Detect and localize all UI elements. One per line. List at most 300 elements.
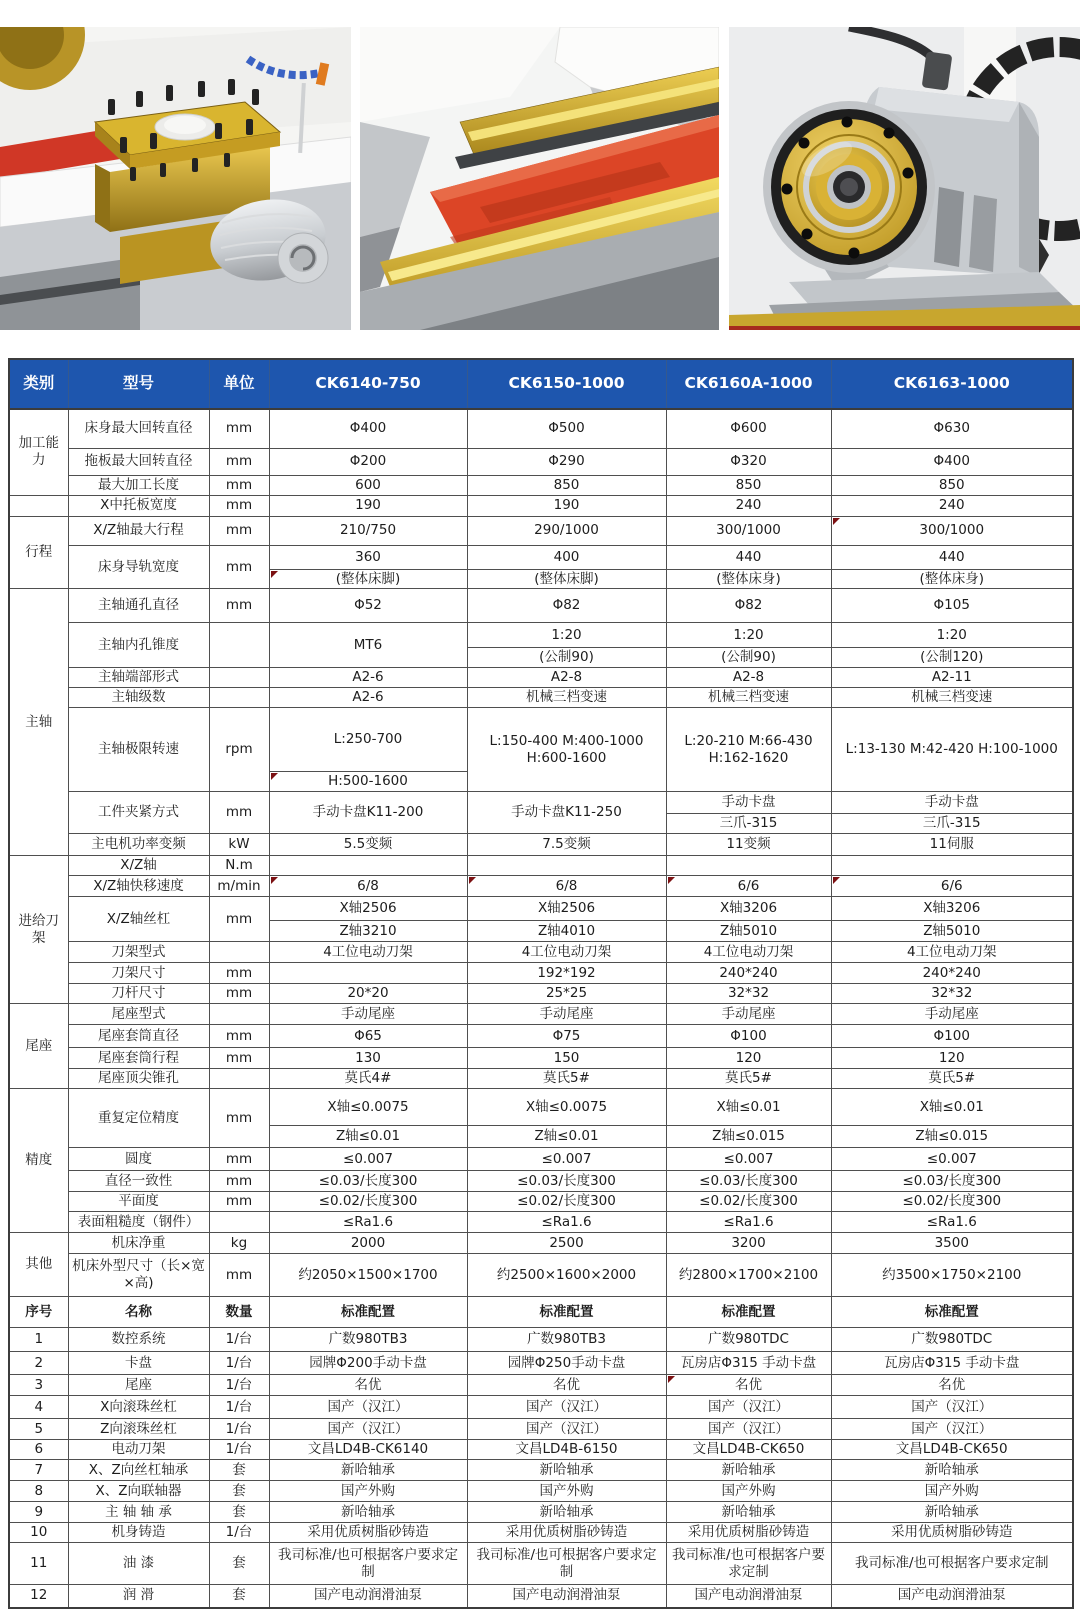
spec-cell: 文昌LD4B-CK6140 <box>269 1440 467 1460</box>
spec-cell: 我司标准/也可根据客户要求定制 <box>831 1543 1073 1585</box>
spec-cell: 240*240 <box>666 963 831 984</box>
column-header: CK6160A-1000 <box>666 359 831 409</box>
spec-cell: 国产（汉江） <box>666 1419 831 1440</box>
spec-cell: L:250-700 <box>269 708 467 772</box>
spec-cell <box>209 668 269 688</box>
spec-cell: rpm <box>209 708 269 792</box>
column-header: 型号 <box>68 359 209 409</box>
spec-cell: 12 <box>9 1585 68 1608</box>
spec-cell: mm <box>209 1089 269 1148</box>
spec-cell: mm <box>209 475 269 495</box>
spec-cell: 手动卡盘 <box>666 792 831 814</box>
spec-cell: X/Z轴快移速度 <box>68 876 209 897</box>
spec-row <box>9 1328 1073 1352</box>
spec-row <box>9 1396 1073 1419</box>
spec-cell: 国产（汉江） <box>269 1419 467 1440</box>
spec-cell: 手动卡盘 <box>831 792 1073 814</box>
spec-cell: 5 <box>9 1419 68 1440</box>
spec-cell: 手动尾座 <box>269 1004 467 1025</box>
spec-cell: 采用优质树脂砂铸造 <box>666 1523 831 1543</box>
spec-cell: (整体床脚) <box>269 569 467 589</box>
spec-cell: 360 <box>269 545 467 569</box>
spec-cell: 我司标准/也可根据客户要求定制 <box>269 1543 467 1585</box>
spec-cell: 1/台 <box>209 1396 269 1419</box>
spec-cell: 广数980TDC <box>831 1328 1073 1352</box>
spec-cell <box>467 856 666 876</box>
spec-cell: X轴2506 <box>269 897 467 921</box>
spec-cell: 套 <box>209 1585 269 1608</box>
spec-cell: 加工能力 <box>9 409 68 495</box>
spec-cell: mm <box>209 1171 269 1192</box>
spec-cell: L:20-210 M:66-430 H:162-1620 <box>666 708 831 792</box>
spec-cell: Z轴≤0.015 <box>666 1126 831 1148</box>
spec-cell: ≤Ra1.6 <box>831 1212 1073 1233</box>
spec-cell: 440 <box>666 545 831 569</box>
spec-cell: 手动尾座 <box>666 1004 831 1025</box>
spec-cell: 11伺服 <box>831 834 1073 856</box>
spec-cell: 1:20 <box>467 623 666 648</box>
spec-cell: 广数980TB3 <box>269 1328 467 1352</box>
spec-row <box>9 1440 1073 1460</box>
spec-cell: 文昌LD4B-6150 <box>467 1440 666 1460</box>
spec-cell: 240 <box>831 495 1073 516</box>
spec-cell: ≤Ra1.6 <box>666 1212 831 1233</box>
spec-cell: 6/8 <box>467 876 666 897</box>
spec-cell: 套 <box>209 1481 269 1502</box>
spec-cell: 进给刀架 <box>9 856 68 1004</box>
spec-cell: 约2800×1700×2100 <box>666 1254 831 1297</box>
spec-cell: 主轴极限转速 <box>68 708 209 792</box>
spec-cell: Z轴≤0.01 <box>467 1126 666 1148</box>
spec-cell: ≤0.007 <box>269 1148 467 1171</box>
spec-cell: 9 <box>9 1502 68 1523</box>
spec-cell: Φ82 <box>666 589 831 623</box>
spec-cell <box>831 856 1073 876</box>
spec-cell: Φ75 <box>467 1025 666 1048</box>
spec-cell: 三爪-315 <box>666 814 831 834</box>
spec-cell: Φ82 <box>467 589 666 623</box>
spec-cell: 手动尾座 <box>831 1004 1073 1025</box>
spec-row <box>9 688 1073 708</box>
spec-cell: 最大加工长度 <box>68 475 209 495</box>
spec-cell: mm <box>209 1048 269 1069</box>
spec-cell: 表面粗糙度（钢件） <box>68 1212 209 1233</box>
spec-cell: 4工位电动刀架 <box>831 942 1073 963</box>
machine-photo-bed-ways <box>360 27 719 330</box>
spec-cell: 850 <box>467 475 666 495</box>
spec-cell: ≤0.02/长度300 <box>467 1192 666 1212</box>
spec-cell: 莫氏5# <box>666 1069 831 1089</box>
spec-cell: 1/台 <box>209 1440 269 1460</box>
tailstock-illustration <box>729 27 1080 330</box>
spec-cell: Φ290 <box>467 448 666 475</box>
spec-row <box>9 1375 1073 1396</box>
spec-cell: 尾座顶尖锥孔 <box>68 1069 209 1089</box>
spec-row <box>9 1089 1073 1126</box>
spec-cell: 床身导轨宽度 <box>68 545 209 589</box>
spec-cell: ≤0.02/长度300 <box>269 1192 467 1212</box>
spec-cell: 电动刀架 <box>68 1440 209 1460</box>
spec-cell: X向滚珠丝杠 <box>68 1396 209 1419</box>
spec-row <box>9 1069 1073 1089</box>
spec-row <box>9 834 1073 856</box>
spec-cell: 文昌LD4B-CK650 <box>831 1440 1073 1460</box>
spec-cell: X/Z轴最大行程 <box>68 516 209 545</box>
spec-cell: 国产外购 <box>666 1481 831 1502</box>
spec-cell <box>209 688 269 708</box>
spec-cell: 莫氏5# <box>467 1069 666 1089</box>
spec-row <box>9 1048 1073 1069</box>
spec-cell: 机械三档变速 <box>666 688 831 708</box>
spec-cell: 240 <box>666 495 831 516</box>
spec-cell: 套 <box>209 1543 269 1585</box>
spec-cell: 园牌Φ200手动卡盘 <box>269 1352 467 1375</box>
spec-cell: 300/1000 <box>666 516 831 545</box>
brass-flange-shape <box>763 101 935 273</box>
spec-cell: 园牌Φ250手动卡盘 <box>467 1352 666 1375</box>
bed-ways-illustration <box>360 27 719 330</box>
spec-cell: 新哈轴承 <box>831 1502 1073 1523</box>
spec-cell: mm <box>209 1148 269 1171</box>
spec-cell: 3 <box>9 1375 68 1396</box>
spec-cell: 三爪-315 <box>831 814 1073 834</box>
spec-cell: 400 <box>467 545 666 569</box>
spec-cell: Φ105 <box>831 589 1073 623</box>
machine-photo-cross-slide <box>0 27 351 330</box>
spec-row <box>9 495 1073 516</box>
spec-row <box>9 897 1073 921</box>
spec-cell: 20*20 <box>269 984 467 1004</box>
spec-cell: 国产电动润滑油泵 <box>666 1585 831 1608</box>
spec-cell: X轴≤0.01 <box>666 1089 831 1126</box>
spec-cell: X轴≤0.01 <box>831 1089 1073 1126</box>
spec-cell: mm <box>209 792 269 834</box>
spec-cell: ≤0.007 <box>831 1148 1073 1171</box>
spec-row <box>9 475 1073 495</box>
spec-cell: X中托板宽度 <box>68 495 209 516</box>
spec-cell: 300/1000 <box>831 516 1073 545</box>
spec-cell <box>209 1212 269 1233</box>
spec-cell: 名称 <box>68 1297 209 1328</box>
spec-cell <box>209 623 269 668</box>
spec-cell: 850 <box>666 475 831 495</box>
spec-cell: 国产（汉江） <box>467 1419 666 1440</box>
spec-cell: 210/750 <box>269 516 467 545</box>
spec-cell: 3500 <box>831 1233 1073 1254</box>
spec-row <box>9 708 1073 772</box>
spec-cell: 机床外型尺寸（长×宽×高) <box>68 1254 209 1297</box>
spec-cell: L:150-400 M:400-1000 H:600-1600 <box>467 708 666 792</box>
spec-cell: mm <box>209 1192 269 1212</box>
spec-cell: 190 <box>467 495 666 516</box>
spec-row <box>9 409 1073 448</box>
product-photos <box>0 27 1080 330</box>
spec-cell: MT6 <box>269 623 467 668</box>
config-subheader-row <box>9 1297 1073 1328</box>
spec-cell: 平面度 <box>68 1192 209 1212</box>
spec-cell: 440 <box>831 545 1073 569</box>
spec-cell: 约3500×1750×2100 <box>831 1254 1073 1297</box>
spec-cell: (整体床身) <box>831 569 1073 589</box>
spec-cell: 新哈轴承 <box>831 1460 1073 1481</box>
spec-cell: 主轴端部形式 <box>68 668 209 688</box>
spec-cell <box>209 1004 269 1025</box>
spec-row <box>9 792 1073 814</box>
spec-cell: 192*192 <box>467 963 666 984</box>
spec-cell: kg <box>209 1233 269 1254</box>
spec-cell: Z轴4010 <box>467 921 666 942</box>
spec-cell: 数量 <box>209 1297 269 1328</box>
spec-row <box>9 1004 1073 1025</box>
spec-cell: 主轴 <box>9 589 68 856</box>
spec-cell: 8 <box>9 1481 68 1502</box>
spec-cell: 文昌LD4B-CK650 <box>666 1440 831 1460</box>
spec-cell: Z轴5010 <box>831 921 1073 942</box>
spec-cell: 套 <box>209 1502 269 1523</box>
spec-cell: 润 滑 <box>68 1585 209 1608</box>
spec-cell: A2-11 <box>831 668 1073 688</box>
spec-cell: mm <box>209 589 269 623</box>
spec-cell: 1/台 <box>209 1352 269 1375</box>
spec-cell: 120 <box>831 1048 1073 1069</box>
spec-cell: 采用优质树脂砂铸造 <box>467 1523 666 1543</box>
spec-cell: mm <box>209 495 269 516</box>
spec-cell: 600 <box>269 475 467 495</box>
spec-row <box>9 589 1073 623</box>
spec-cell: 机械三档变速 <box>467 688 666 708</box>
spec-cell: A2-6 <box>269 688 467 708</box>
spec-cell: 名优 <box>269 1375 467 1396</box>
spec-cell: ≤0.02/长度300 <box>666 1192 831 1212</box>
spec-cell: 6/8 <box>269 876 467 897</box>
spec-cell: Φ600 <box>666 409 831 448</box>
spec-cell: ≤0.007 <box>666 1148 831 1171</box>
spec-cell: X、Z向联轴器 <box>68 1481 209 1502</box>
spec-cell: ≤0.03/长度300 <box>269 1171 467 1192</box>
column-header: CK6150-1000 <box>467 359 666 409</box>
spec-cell: ≤0.02/长度300 <box>831 1192 1073 1212</box>
spec-cell: 国产（汉江） <box>666 1396 831 1419</box>
spec-row <box>9 984 1073 1004</box>
spec-cell <box>209 1069 269 1089</box>
spec-cell: 2000 <box>269 1233 467 1254</box>
spec-row <box>9 1148 1073 1171</box>
spec-cell: mm <box>209 448 269 475</box>
spec-cell: 主轴内孔锥度 <box>68 623 209 668</box>
spec-row <box>9 1233 1073 1254</box>
spec-cell: 莫氏5# <box>831 1069 1073 1089</box>
spec-cell: 850 <box>831 475 1073 495</box>
spec-cell: 瓦房店Φ315 手动卡盘 <box>666 1352 831 1375</box>
spec-cell: 1:20 <box>831 623 1073 648</box>
spec-cell: Z向滚珠丝杠 <box>68 1419 209 1440</box>
spec-cell: ≤0.03/长度300 <box>831 1171 1073 1192</box>
spec-cell: (公制90) <box>666 648 831 668</box>
spec-cell: 1/台 <box>209 1419 269 1440</box>
spec-cell: 国产外购 <box>269 1481 467 1502</box>
spec-row <box>9 1171 1073 1192</box>
spec-cell: 主 轴 轴 承 <box>68 1502 209 1523</box>
spec-cell: 拖板最大回转直径 <box>68 448 209 475</box>
spec-cell: 290/1000 <box>467 516 666 545</box>
spec-row <box>9 623 1073 648</box>
spec-cell: 2500 <box>467 1233 666 1254</box>
spec-cell: 精度 <box>9 1089 68 1233</box>
spec-cell: L:13-130 M:42-420 H:100-1000 <box>831 708 1073 792</box>
spec-row <box>9 448 1073 475</box>
machine-photo-tailstock <box>729 27 1080 330</box>
spec-cell: 7.5变频 <box>467 834 666 856</box>
spec-cell: (整体床身) <box>666 569 831 589</box>
spec-cell: Z轴5010 <box>666 921 831 942</box>
spec-cell: mm <box>209 1025 269 1048</box>
spec-cell: ≤Ra1.6 <box>467 1212 666 1233</box>
spec-cell: 主轴级数 <box>68 688 209 708</box>
spec-cell: ≤0.03/长度300 <box>467 1171 666 1192</box>
spec-cell: Φ400 <box>831 448 1073 475</box>
spec-cell: Z轴3210 <box>269 921 467 942</box>
spec-cell: 6 <box>9 1440 68 1460</box>
spec-cell: (整体床脚) <box>467 569 666 589</box>
spec-cell: 120 <box>666 1048 831 1069</box>
spec-cell: 1/台 <box>209 1523 269 1543</box>
spec-cell: 主轴通孔直径 <box>68 589 209 623</box>
spec-cell: 油 漆 <box>68 1543 209 1585</box>
spec-row <box>9 856 1073 876</box>
spec-cell: 尾座 <box>68 1375 209 1396</box>
column-header: CK6140-750 <box>269 359 467 409</box>
spec-cell: 机械三档变速 <box>831 688 1073 708</box>
spec-row <box>9 1254 1073 1297</box>
spec-cell: 国产电动润滑油泵 <box>269 1585 467 1608</box>
spec-cell: 标准配置 <box>269 1297 467 1328</box>
spec-cell: N.m <box>209 856 269 876</box>
spec-cell: 新哈轴承 <box>467 1460 666 1481</box>
spec-cell: Φ320 <box>666 448 831 475</box>
spec-cell: 1/台 <box>209 1328 269 1352</box>
spec-cell: (公制120) <box>831 648 1073 668</box>
spec-cell: X轴≤0.0075 <box>467 1089 666 1126</box>
spec-cell: 11变频 <box>666 834 831 856</box>
spec-cell: 1/台 <box>209 1375 269 1396</box>
spec-cell: 国产（汉江） <box>831 1396 1073 1419</box>
spec-cell: 主电机功率变频 <box>68 834 209 856</box>
spec-cell: 采用优质树脂砂铸造 <box>269 1523 467 1543</box>
spec-header-row <box>9 359 1073 409</box>
spec-cell: 我司标准/也可根据客户要求定制 <box>666 1543 831 1585</box>
spec-row <box>9 1025 1073 1048</box>
spec-cell: 3200 <box>666 1233 831 1254</box>
spec-row <box>9 1419 1073 1440</box>
spec-cell: 新哈轴承 <box>666 1502 831 1523</box>
spec-cell: 标准配置 <box>467 1297 666 1328</box>
spec-cell: 4工位电动刀架 <box>269 942 467 963</box>
spec-cell: X/Z轴丝杠 <box>68 897 209 942</box>
spec-cell: 4 <box>9 1396 68 1419</box>
spec-cell: 数控系统 <box>68 1328 209 1352</box>
spec-cell: 2 <box>9 1352 68 1375</box>
spec-cell: 床身最大回转直径 <box>68 409 209 448</box>
spec-row <box>9 1585 1073 1608</box>
spec-cell: 手动尾座 <box>467 1004 666 1025</box>
spec-row <box>9 876 1073 897</box>
spec-cell: 25*25 <box>467 984 666 1004</box>
spec-table <box>8 358 1074 1609</box>
spec-cell: Φ400 <box>269 409 467 448</box>
spec-cell: 广数980TB3 <box>467 1328 666 1352</box>
spec-row <box>9 1543 1073 1585</box>
spec-cell: H:500-1600 <box>269 772 467 792</box>
spec-cell: mm <box>209 1254 269 1297</box>
spec-cell: 套 <box>209 1460 269 1481</box>
spec-cell: 11 <box>9 1543 68 1585</box>
spec-cell: 莫氏4# <box>269 1069 467 1089</box>
spec-cell: 5.5变频 <box>269 834 467 856</box>
spec-cell: Φ630 <box>831 409 1073 448</box>
spec-cell: mm <box>209 409 269 448</box>
spec-row <box>9 942 1073 963</box>
spec-cell: ≤0.007 <box>467 1148 666 1171</box>
spec-cell: 国产电动润滑油泵 <box>467 1585 666 1608</box>
spec-cell: mm <box>209 545 269 589</box>
spec-row <box>9 1481 1073 1502</box>
spec-cell: Φ65 <box>269 1025 467 1048</box>
spec-cell: 采用优质树脂砂铸造 <box>831 1523 1073 1543</box>
spec-cell: 1:20 <box>666 623 831 648</box>
spec-cell: X轴3206 <box>666 897 831 921</box>
spec-cell: 约2500×1600×2000 <box>467 1254 666 1297</box>
spec-cell: 直径一致性 <box>68 1171 209 1192</box>
spec-cell: 名优 <box>831 1375 1073 1396</box>
spec-cell: 尾座套筒直径 <box>68 1025 209 1048</box>
spec-cell: 我司标准/也可根据客户要求定制 <box>467 1543 666 1585</box>
spec-row <box>9 963 1073 984</box>
spec-cell: 4工位电动刀架 <box>666 942 831 963</box>
spec-cell: ≤Ra1.6 <box>269 1212 467 1233</box>
spec-cell: 卡盘 <box>68 1352 209 1375</box>
spec-row <box>9 1212 1073 1233</box>
column-header: 类别 <box>9 359 68 409</box>
spec-cell: 6/6 <box>666 876 831 897</box>
spec-cell: 4工位电动刀架 <box>467 942 666 963</box>
spec-row <box>9 1460 1073 1481</box>
spec-cell: 手动卡盘K11-200 <box>269 792 467 834</box>
spec-cell: Φ100 <box>831 1025 1073 1048</box>
spec-cell <box>666 856 831 876</box>
spec-cell: X/Z轴 <box>68 856 209 876</box>
spec-cell: 国产外购 <box>831 1481 1073 1502</box>
spec-cell <box>269 963 467 984</box>
spec-cell: 7 <box>9 1460 68 1481</box>
spec-cell: ≤0.03/长度300 <box>666 1171 831 1192</box>
spec-cell: 6/6 <box>831 876 1073 897</box>
spec-cell: 名优 <box>666 1375 831 1396</box>
spec-cell: mm <box>209 963 269 984</box>
spec-cell: 32*32 <box>666 984 831 1004</box>
spec-cell: mm <box>209 516 269 545</box>
spec-cell: 工件夹紧方式 <box>68 792 209 834</box>
spec-cell: Φ52 <box>269 589 467 623</box>
spec-cell: 行程 <box>9 516 68 589</box>
spec-cell: 刀架尺寸 <box>68 963 209 984</box>
spec-cell: 约2050×1500×1700 <box>269 1254 467 1297</box>
column-header: CK6163-1000 <box>831 359 1073 409</box>
spec-cell: X轴2506 <box>467 897 666 921</box>
spec-cell: 1 <box>9 1328 68 1352</box>
spec-cell: 手动卡盘K11-250 <box>467 792 666 834</box>
spec-cell: 机身铸造 <box>68 1523 209 1543</box>
spec-row <box>9 1502 1073 1523</box>
